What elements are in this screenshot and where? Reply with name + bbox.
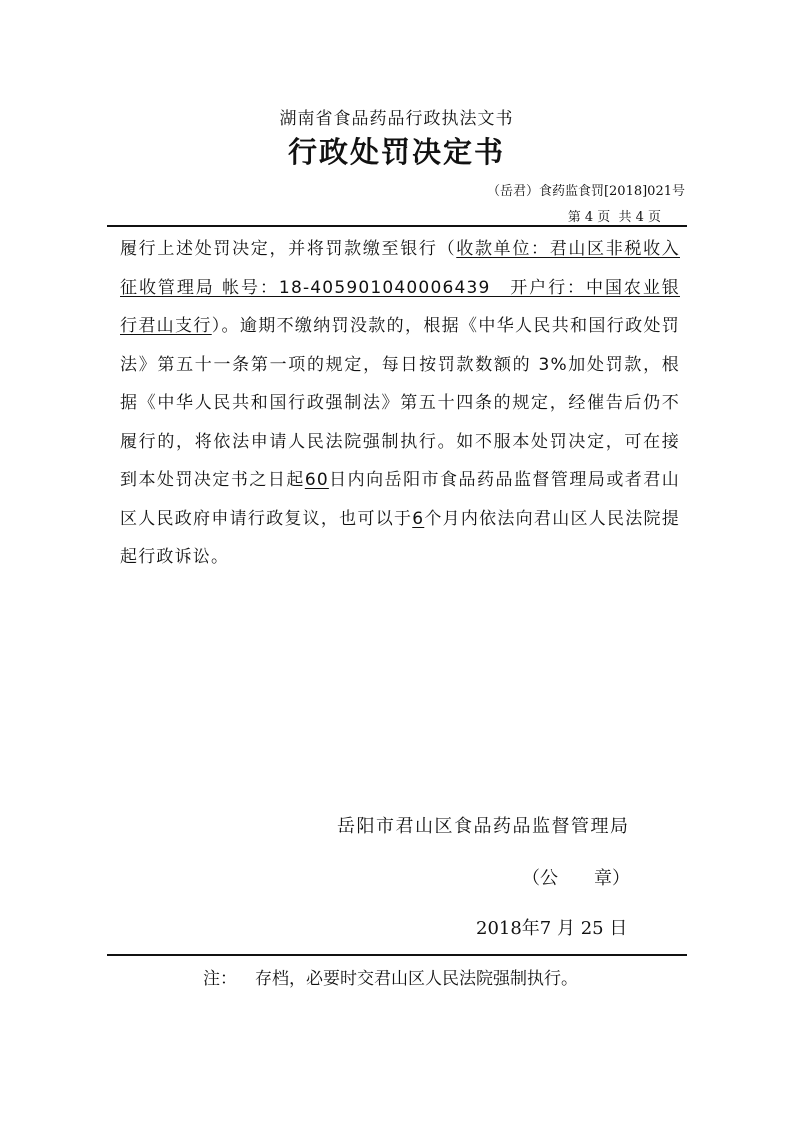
bottom-divider <box>107 954 687 956</box>
review-days: 60 <box>304 470 329 490</box>
top-divider <box>107 225 687 227</box>
issue-date: 2018年7 月 25 日 <box>476 918 628 939</box>
document-number: （岳君）食药监食罚[2018]021号 <box>486 184 685 199</box>
footnote-text: 存档，必要时交君山区人民法院强制执行。 <box>255 969 578 989</box>
body-segment-1: 履行上述处罚决定，并将罚款缴至银行（ <box>120 239 457 259</box>
issuing-authority: 岳阳市君山区食品药品监督管理局 <box>337 816 630 837</box>
page-total: 共 4 页 <box>618 210 661 225</box>
body-segment-4: 个月内依法向君山区人民法院提起行政诉讼。 <box>120 508 680 567</box>
org-title: 湖南省食品药品行政执法文书 <box>279 109 514 129</box>
body-segment-3: 日内向岳阳市食品药品监督管理局或者君山区人民政府申请行政复议，也可以于 <box>120 470 680 529</box>
document-title: 行政处罚决定书 <box>287 135 505 169</box>
footnote-label: 注： <box>203 969 237 989</box>
body-segment-2: ）。逾期不缴纳罚没款的，根据《中华人民共和国行政处罚法》第五十一条第一项的规定，每日按罚款数额的 3%加处罚款，根据《中华人民共和国行政强制法》第五十四条的规定，经催告后仍不履行的，将依法申请人民法院强制执行。如不服本处罚决定，可在接到本处罚决定书之日起 <box>120 316 680 490</box>
page-number: 第 4 页 <box>567 210 611 225</box>
lawsuit-months: 6 <box>412 508 425 529</box>
body-paragraph <box>120 230 680 577</box>
official-seal-label: （公 章） <box>522 868 630 889</box>
footnote <box>203 964 578 989</box>
page-indicator <box>566 206 663 225</box>
payee-info: 收款单位：君山区非税收入征收管理局 帐号：18-405901040006439 开户行：中国农业银行君山支行 <box>120 239 680 336</box>
